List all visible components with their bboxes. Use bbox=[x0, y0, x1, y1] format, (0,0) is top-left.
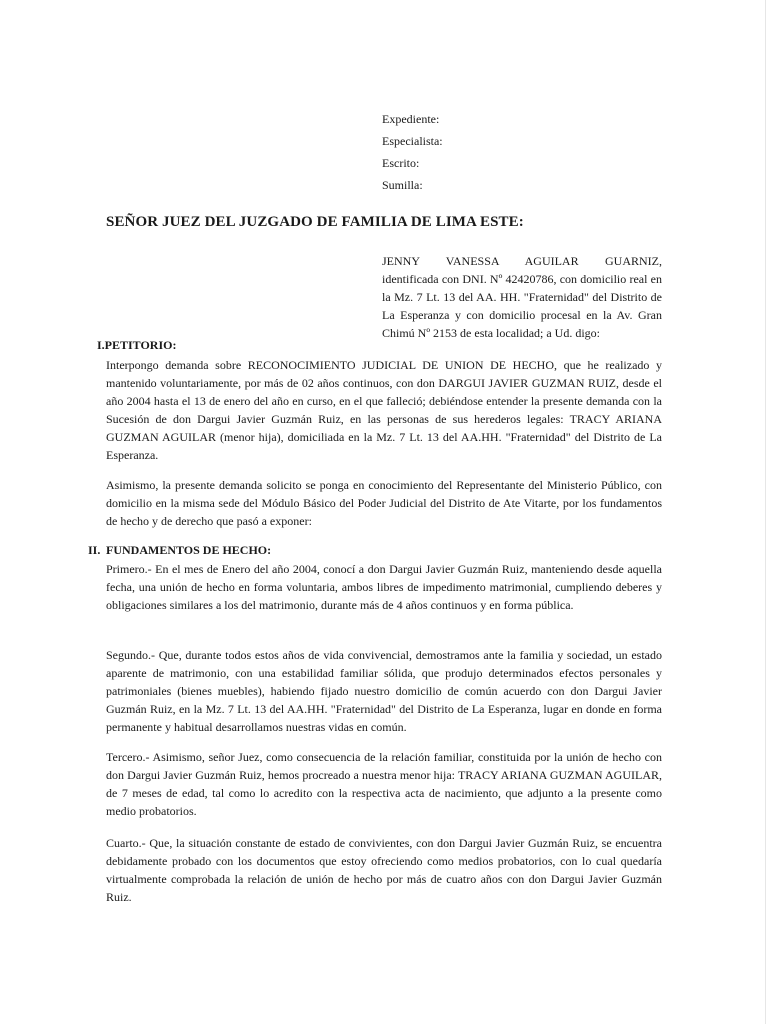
case-header-fields bbox=[382, 108, 443, 196]
fundamentos-heading bbox=[88, 543, 271, 558]
plaintiff-details: identificada con DNI. Nº 42420786, con domicilio real en la Mz. 7 Lt. 13 del AA. HH. "Fraternidad" del Distrito de La Esperanza y con domicilio procesal en la Av. Gran Chimú Nº 2153 de esta localidad; a Ud. digo: bbox=[382, 272, 662, 340]
page-edge-divider bbox=[765, 0, 766, 1024]
plaintiff-introduction bbox=[382, 252, 662, 342]
fundamento-primero: Primero.- En el mes de Enero del año 2004, conocí a don Dargui Javier Guzmán Ruiz, manteniendo desde aquella fecha, una unión de hecho en forma voluntaria, ambos libres de impedimento matrimonial, cumpliendo deberes y obligaciones similares a los del matrimonio, durante más de 4 años continuos y en forma pública. bbox=[106, 562, 662, 612]
fundamento-tercero: Tercero.- Asimismo, señor Juez, como consecuencia de la relación familiar, constituida por la unión de hecho con don Dargui Javier Guzmán Ruiz, hemos procreado a nuestra menor hija: TRACY ARIANA GUZMAN AGUILAR, de 7 meses de edad, tal como lo acredito con la respectiva acta de nacimiento, que adjunto a la presente como medio probatorios. bbox=[106, 750, 662, 818]
sumilla-label: Sumilla: bbox=[382, 178, 423, 192]
plaintiff-name: JENNY VANESSA AGUILAR GUARNIZ, bbox=[382, 254, 662, 268]
petitorio-title: PETITORIO: bbox=[104, 338, 177, 352]
fundamentos-title: FUNDAMENTOS DE HECHO: bbox=[106, 543, 272, 557]
petitorio-paragraph-2: Asimismo, la presente demanda solicito se ponga en conocimiento del Representante del Ministerio Público, con domicilio en la misma sede del Módulo Básico del Poder Judicial del Distrito de Ate Vitarte, por los fundamentos de hecho y de derecho que pasó a exponer: bbox=[106, 478, 662, 528]
fundamento-segundo: Segundo.- Que, durante todos estos años de vida convivencial, demostramos ante la familia y sociedad, un estado aparente de matrimonio, con una estabilidad familiar sólida, que produjo determinados efectos personales y patrimoniales (bienes muebles), habiendo fijado nuestro domicilio de común acuerdo con don Dargui Javier Guzmán Ruiz, en la Mz. 7 Lt. 13 del AA.HH. "Fraternidad" del Distrito de La Esperanza, lugar en donde en forma permanente y habitual desarrollamos nuestras vidas en común. bbox=[106, 648, 662, 734]
fundamento-cuarto: Cuarto.- Que, la situación constante de estado de convivientes, con don Dargui Javier Guzmán Ruiz, se encuentra debidamente probado con los documentos que estoy ofreciendo como medios probatorios, con lo cual quedaría virtualmente comprobada la relación de unión de hecho por más de cuatro años con don Dargui Javier Guzmán Ruiz. bbox=[106, 836, 662, 904]
petitorio-heading bbox=[97, 338, 176, 353]
petitorio-paragraph-1: Interpongo demanda sobre RECONOCIMIENTO JUDICIAL DE UNION DE HECHO, que he realizado y mantenido voluntariamente, por más de 02 años continuos, con don DARGUI JAVIER GUZMAN RUIZ, desde el año 2004 hasta el 13 de enero del año en curso, en el que falleció; debiéndose entender la presente demanda con la Sucesión de don Dargui Javier Guzmán Ruiz, en las personas de sus herederos legales: TRACY ARIANA GUZMAN AGUILAR (menor hija), domiciliada en la Mz. 7 Lt. 13 del AA.HH. "Fraternidad" del Distrito de La Esperanza. bbox=[106, 358, 662, 462]
court-title: SEÑOR JUEZ DEL JUZGADO DE FAMILIA DE LIMA ESTE: bbox=[106, 214, 524, 230]
especialista-label: Especialista: bbox=[382, 134, 443, 148]
expediente-label: Expediente: bbox=[382, 112, 440, 126]
fundamentos-number: II. bbox=[88, 543, 101, 557]
petitorio-number: I. bbox=[97, 338, 105, 352]
escrito-label: Escrito: bbox=[382, 156, 420, 170]
